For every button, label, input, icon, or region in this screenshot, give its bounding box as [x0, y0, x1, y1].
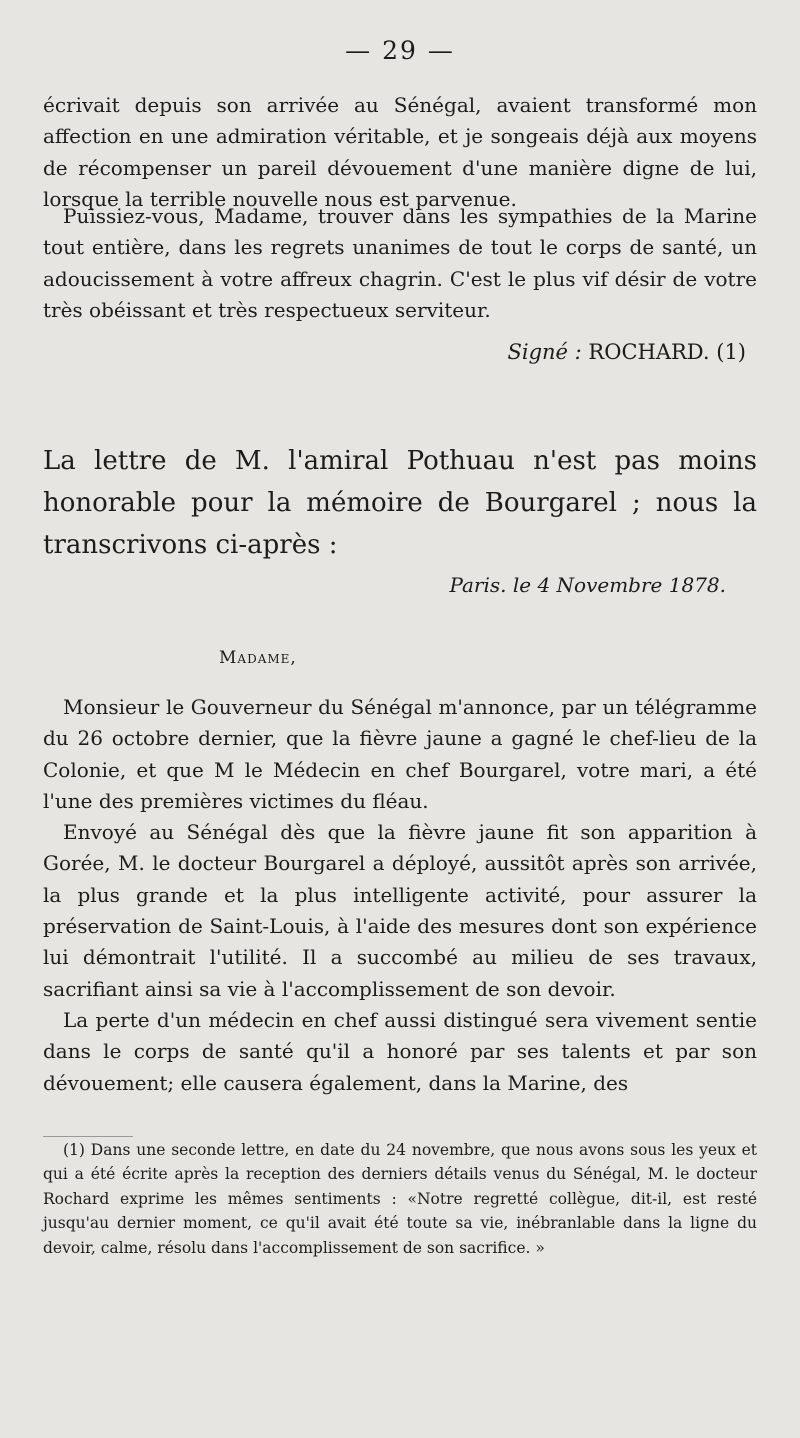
letter-dateline: Paris. le 4 Novembre 1878.	[449, 573, 726, 597]
paragraph: Envoyé au Sénégal dès que la fièvre jaune fit son apparition à Gorée, M. le docteur Bourgarel a déployé, aussitôt après son arrivée, la plus grande et la plus intelligente activité, pour assurer la préservation de Saint-Louis, à l'aide des mesures dont son expérience lui démontrait l'utilité. Il a succombé au milieu de ses travaux, sacrifiant ainsi sa vie à l'accomplissement de son devoir.	[43, 820, 757, 1001]
body-top	[43, 90, 757, 215]
signature	[507, 340, 746, 364]
footnote	[43, 1138, 757, 1260]
signature-name: ROCHARD. (1)	[588, 340, 746, 364]
body-top-2	[43, 201, 757, 326]
paragraph: écrivait depuis son arrivée au Sénégal, avaient transformé mon affection en une admiration véritable, et je songeais déjà aux moyens de récompenser un pareil dévouement d'une manière digne de lui, lorsque la terrible nouvelle nous est parvenue.	[43, 93, 757, 211]
footnote-divider	[43, 1136, 133, 1137]
paragraph: Monsieur le Gouverneur du Sénégal m'annonce, par un télégramme du 26 octobre dernier, que la fièvre jaune a gagné le chef-lieu de la Colonie, et que M le Médecin en chef Bourgarel, votre mari, a été l'une des premières victimes du fléau.	[43, 695, 757, 813]
footnote-text: (1) Dans une seconde lettre, en date du 24 novembre, que nous avons sous les yeux et qui a été écrite après la reception des derniers détails venus du Sénégal, M. le docteur Rochard exprime les mêmes sentiments : «Notre regretté collègue, dit-il, est resté jusqu'au dernier moment, ce qu'il avait été toute sa vie, inébranlable dans la ligne du devoir, calme, résolu dans l'accomplissement de son sacrifice. »	[43, 1141, 757, 1257]
page-number: — 29 —	[345, 36, 455, 65]
letter-body	[43, 692, 757, 1099]
paragraph: Puissiez-vous, Madame, trouver dans les sympathies de la Marine tout entière, dans les regrets unanimes de tout le corps de santé, un adoucissement à votre affreux chagrin. C'est le plus vif désir de votre très obéissant et très respectueux serviteur.	[43, 204, 757, 322]
paragraph: La perte d'un médecin en chef aussi distingué sera vivement sentie dans le corps de santé qu'il a honoré par ses talents et par son dévouement; elle causera également, dans la Marine, des	[43, 1007, 757, 1095]
signature-prefix: Signé :	[507, 340, 582, 364]
intro-paragraph: La lettre de M. l'amiral Pothuau n'est pas moins honorable pour la mémoire de Bourgarel ; nous la transcrivons ci-après :	[43, 446, 757, 560]
letter-salutation: Madame,	[219, 648, 297, 668]
